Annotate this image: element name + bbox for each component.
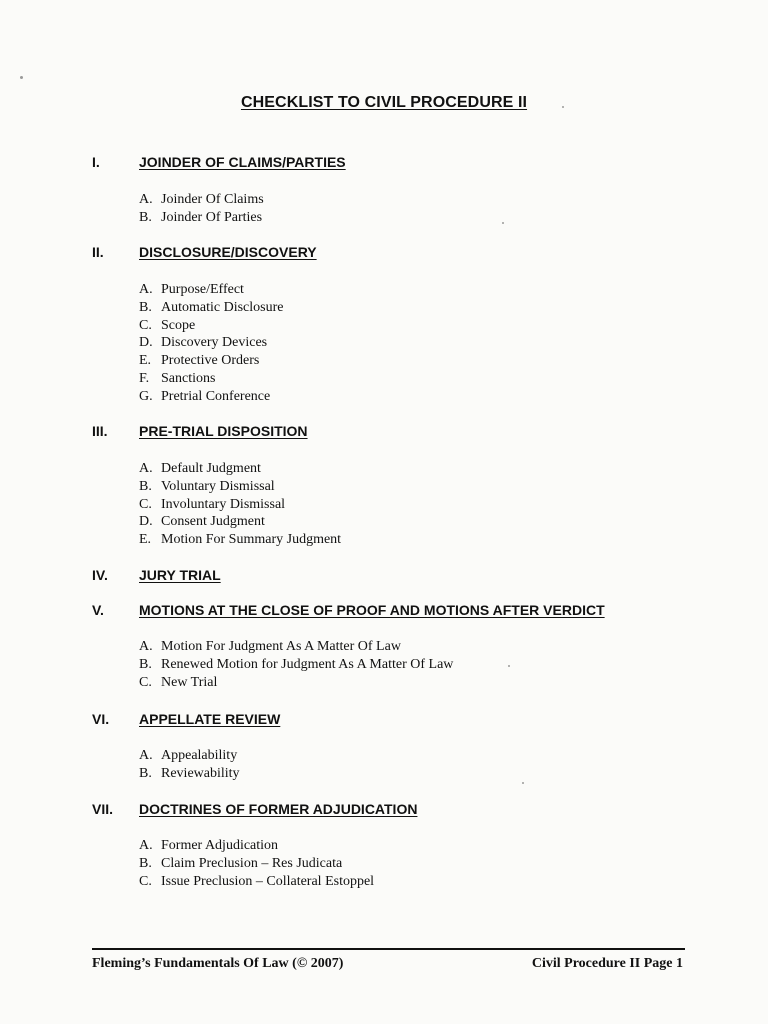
item-text: Issue Preclusion – Collateral Estoppel (161, 873, 375, 889)
list-item (139, 837, 374, 855)
list-item (139, 855, 374, 873)
list-item (139, 873, 374, 891)
item-text: Joinder Of Parties (161, 209, 263, 225)
section-heading: MOTIONS AT THE CLOSE OF PROOF AND MOTIONS AFTER VERDICT (139, 602, 605, 618)
section-items (139, 638, 453, 691)
section-heading: JOINDER OF CLAIMS/PARTIES (139, 154, 346, 170)
list-item (139, 638, 453, 656)
item-letter: C. (139, 873, 152, 889)
scan-speck (508, 665, 510, 667)
section-heading: APPELLATE REVIEW (139, 711, 281, 727)
item-letter: G. (139, 388, 153, 404)
section-numeral: VII. (92, 801, 114, 817)
scan-speck (522, 782, 524, 784)
item-letter: A. (139, 838, 153, 853)
item-text: Renewed Motion for Judgment As A Matter Of Law (161, 656, 454, 672)
footer-divider (92, 948, 685, 950)
item-letter: E. (139, 532, 152, 548)
list-item (139, 388, 283, 406)
list-item (139, 370, 283, 388)
item-letter: A. (139, 192, 153, 207)
section-2 (0, 244, 768, 404)
section-4 (0, 567, 768, 587)
document-title: CHECKLIST TO CIVIL PROCEDURE II (240, 94, 528, 111)
list-item (139, 531, 341, 549)
section-heading: PRE-TRIAL DISPOSITION (139, 423, 308, 439)
item-letter: C. (139, 317, 152, 333)
section-3 (0, 423, 768, 548)
list-item (139, 496, 341, 514)
item-text: Default Judgment (161, 461, 261, 476)
item-text: Reviewability (161, 765, 240, 781)
item-letter: B. (139, 765, 152, 781)
section-6 (0, 711, 768, 781)
section-5 (0, 602, 768, 690)
section-header (0, 244, 768, 264)
item-text: Sanctions (161, 370, 216, 386)
section-numeral: III. (92, 423, 108, 439)
item-text: Protective Orders (161, 353, 260, 369)
item-letter: D. (139, 514, 153, 530)
footer-copyright: Fleming’s Fundamentals Of Law (© 2007) (92, 956, 344, 971)
section-header (0, 602, 768, 622)
section-numeral: IV. (92, 567, 108, 583)
footer-page-label: Civil Procedure II Page 1 (531, 956, 683, 971)
item-letter: A. (139, 282, 153, 297)
item-text: Discovery Devices (161, 335, 268, 351)
section-numeral: I. (92, 154, 100, 170)
item-text: Appealability (161, 748, 238, 763)
section-header (0, 567, 768, 587)
scan-speck (562, 106, 564, 108)
list-item (139, 674, 453, 692)
section-items (139, 281, 283, 406)
list-item (139, 352, 283, 370)
section-numeral: VI. (92, 711, 110, 727)
item-text: New Trial (161, 674, 218, 690)
item-letter: F. (139, 370, 150, 386)
list-item (139, 460, 341, 478)
section-header (0, 801, 768, 821)
item-letter: A. (139, 748, 153, 763)
section-items (139, 837, 374, 890)
item-text: Automatic Disclosure (161, 299, 284, 315)
item-letter: B. (139, 299, 152, 315)
list-item (139, 656, 453, 674)
item-letter: C. (139, 496, 152, 512)
section-1 (0, 154, 768, 225)
item-letter: E. (139, 353, 152, 369)
list-item (139, 281, 283, 299)
section-items (139, 191, 264, 227)
item-letter: B. (139, 209, 152, 225)
list-item (139, 478, 341, 496)
item-letter: D. (139, 335, 153, 351)
item-letter: B. (139, 855, 152, 871)
item-letter: A. (139, 461, 153, 476)
section-7 (0, 801, 768, 889)
item-text: Motion For Judgment As A Matter Of Law (161, 639, 401, 654)
list-item (139, 317, 283, 335)
section-heading: DISCLOSURE/DISCOVERY (139, 244, 317, 260)
section-heading: DOCTRINES OF FORMER ADJUDICATION (139, 801, 418, 817)
item-letter: B. (139, 478, 152, 494)
item-text: Scope (161, 317, 196, 333)
item-text: Claim Preclusion – Res Judicata (161, 855, 343, 871)
item-text: Pretrial Conference (161, 388, 271, 404)
section-heading: JURY TRIAL (139, 567, 221, 583)
section-numeral: II. (92, 244, 104, 260)
item-text: Voluntary Dismissal (161, 478, 275, 494)
scan-speck (502, 222, 504, 224)
list-item (139, 191, 264, 209)
list-item (139, 747, 240, 765)
list-item (139, 209, 264, 227)
item-text: Former Adjudication (161, 838, 279, 853)
section-items (139, 460, 341, 549)
scan-speck (20, 76, 23, 79)
list-item (139, 765, 240, 783)
section-header (0, 423, 768, 443)
list-item (139, 299, 283, 317)
list-item (139, 334, 283, 352)
item-letter: C. (139, 674, 152, 690)
item-text: Joinder Of Claims (161, 192, 264, 207)
item-letter: B. (139, 656, 152, 672)
section-numeral: V. (92, 602, 104, 618)
item-text: Motion For Summary Judgment (161, 532, 342, 548)
item-text: Consent Judgment (161, 514, 265, 530)
item-text: Purpose/Effect (161, 282, 244, 297)
section-header (0, 711, 768, 731)
item-letter: A. (139, 639, 153, 654)
section-items (139, 747, 240, 783)
item-text: Involuntary Dismissal (161, 496, 286, 512)
list-item (139, 513, 341, 531)
section-header (0, 154, 768, 174)
